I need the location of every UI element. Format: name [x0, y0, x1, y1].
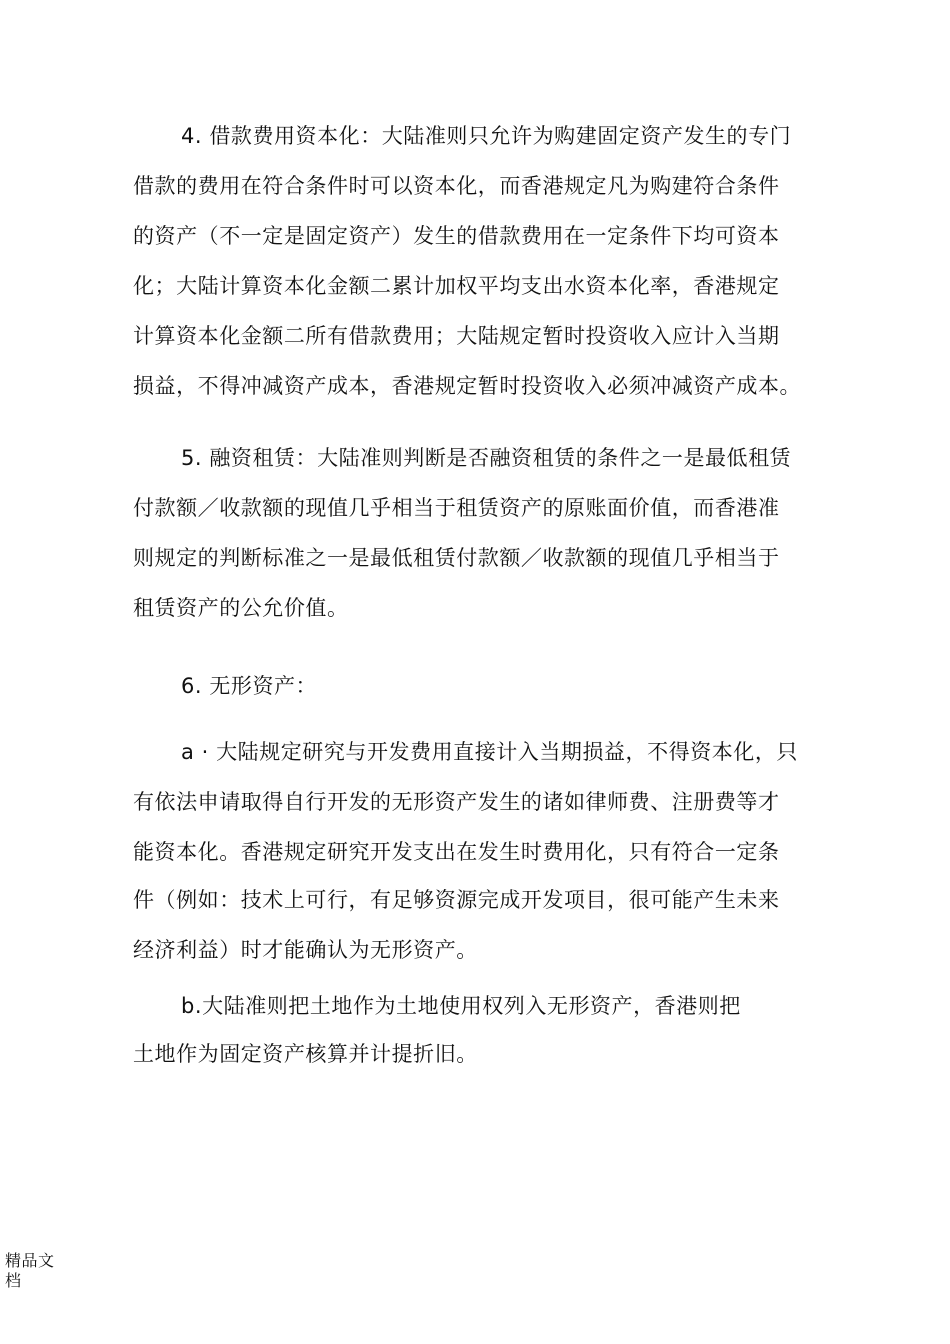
paragraph-line: 损益，不得冲减资产成本，香港规定暂时投资收入必须冲减资产成本。 [133, 374, 802, 398]
footer-line: 精品文 [5, 1251, 55, 1270]
paragraph-line: 的资产（不一定是固定资产）发生的借款费用在一定条件下均可资本 [133, 224, 780, 248]
paragraph-line: 则规定的判断标准之一是最低租赁付款额／收款额的现值几乎相当于 [133, 546, 780, 570]
paragraph-line: 计算资本化金额二所有借款费用；大陆规定暂时投资收入应计入当期 [133, 324, 780, 348]
paragraph-line: 经济利益）时才能确认为无形资产。 [133, 938, 478, 962]
paragraph-line: 借款的费用在符合条件时可以资本化，而香港规定凡为购建符合条件 [133, 174, 780, 198]
section-heading: 6. 无形资产： [181, 674, 318, 698]
paragraph-line: a · 大陆规定研究与开发费用直接计入当期损益，不得资本化，只 [181, 740, 798, 764]
paragraph-line: 土地作为固定资产核算并计提折旧。 [133, 1042, 478, 1066]
paragraph-line: 4. 借款费用资本化：大陆准则只允许为购建固定资产发生的专门 [181, 124, 792, 148]
footer-line: 档 [5, 1271, 22, 1290]
paragraph-line: 租赁资产的公允价值。 [133, 596, 349, 620]
paragraph-line: 5. 融资租赁：大陆准则判断是否融资租赁的条件之一是最低租赁 [181, 446, 792, 470]
paragraph-line: b.大陆准则把土地作为土地使用权列入无形资产，香港则把 [181, 994, 741, 1018]
paragraph-line: 件（例如：技术上可行，有足够资源完成开发项目，很可能产生未来 [133, 888, 780, 912]
paragraph-line: 有依法申请取得自行开发的无形资产发生的诸如律师费、注册费等才 [133, 790, 780, 814]
paragraph-line: 化；大陆计算资本化金额二累计加权平均支出水资本化率，香港规定 [133, 274, 780, 298]
paragraph-line: 能资本化。香港规定研究开发支出在发生时费用化，只有符合一定条 [133, 840, 780, 864]
paragraph-line: 付款额／收款额的现值几乎相当于租赁资产的原账面价值，而香港准 [133, 496, 780, 520]
